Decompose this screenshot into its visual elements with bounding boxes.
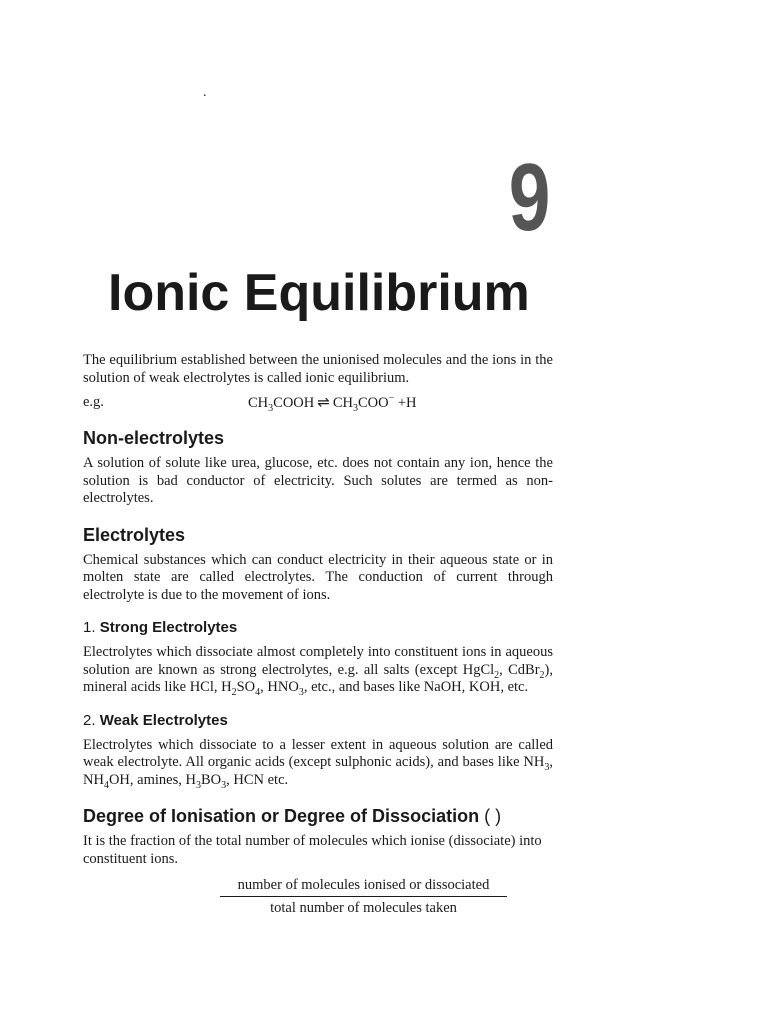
degree-of-ionisation-heading: Degree of Ionisation or Degree of Dissociation ( ) <box>83 806 502 826</box>
ionization-equation: $CH_3COOH$ ⇌ $CH_3COO^- +H$ <box>248 393 417 414</box>
example-label: e.g. <box>83 394 104 410</box>
electrolytes-heading: Electrolytes <box>83 524 186 545</box>
equilibrium-arrow-icon: ⇌ <box>317 393 330 411</box>
chapter-title: Ionic Equilibrium <box>108 264 530 322</box>
degree-fraction <box>220 876 507 917</box>
non-electrolytes-paragraph: A solution of solute like urea, glucose, etc. does not contain any ion, hence the solution is bad conductor of electricity. Such solutes are termed as non-electrolytes. <box>83 455 553 506</box>
strong-electrolytes-heading: 1. Strong Electrolytes <box>83 619 238 636</box>
stray-mark: . <box>203 85 207 100</box>
non-electrolytes-heading: Non-electrolytes <box>83 428 225 448</box>
strong-electrolytes-paragraph: Electrolytes which dissociate almost completely into constituent ions in aqueous solution are known as strong electrolytes, e.g. all salts (except HgCl$_2$, CdBr$_2$), mineral acids like HCl, $H_2SO_4$, $HNO_3$, etc., and bases like NaOH, KOH, etc. <box>83 644 554 698</box>
intro-paragraph: The equilibrium established between the unionised molecules and the ions in the solution of weak electrolytes is called ionic equilibrium. <box>83 352 553 386</box>
degree-of-ionisation-paragraph: It is the fraction of the total number of molecules which ionise (dissociate) into constituent ions. <box>83 833 542 867</box>
page-content <box>83 352 553 917</box>
chapter-number: 9 <box>508 144 550 251</box>
fraction-numerator: number of molecules ionised or dissociated <box>220 876 507 897</box>
electrolytes-paragraph: Chemical substances which can conduct electricity in their aqueous state or in molten state are called electrolytes. The conduction of current through electrolyte is due to the movement of ions. <box>83 551 553 603</box>
fraction-denominator: total number of molecules taken <box>270 900 457 916</box>
weak-electrolytes-heading: 2. Weak Electrolytes <box>83 711 228 729</box>
weak-electrolytes-paragraph: Electrolytes which dissociate to a lesser extent in aqueous solution are called weak electrolyte. All organic acids (except sulphonic acids), and bases like $NH_3$, $NH_4OH$, amines, $H_3BO_3$, HCN etc. <box>83 736 553 791</box>
example-equation-row <box>83 391 553 413</box>
